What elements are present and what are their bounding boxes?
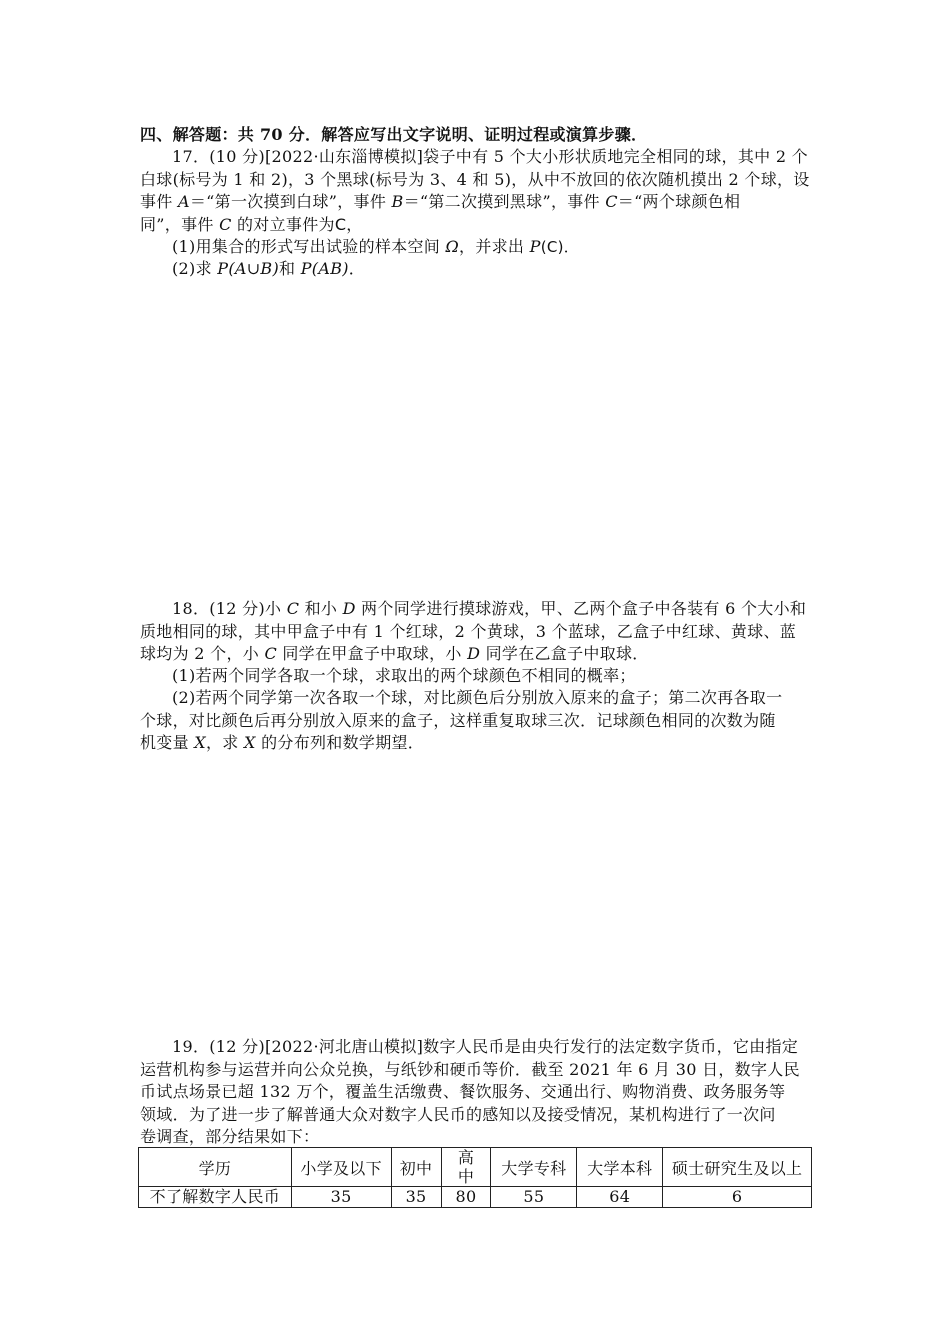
question-17	[140, 146, 812, 236]
table-row	[139, 1187, 812, 1208]
q18-line-1: 18．(12 分)小 C 和小 D 两个同学进行摸球游戏，甲、乙两个盒子中各装有 6 个大小和	[172, 599, 807, 618]
header-cell: 硕士研究生及以上	[663, 1148, 812, 1187]
row-label: 不了解数字人民币	[139, 1187, 292, 1208]
q19-line-5: 卷调查，部分结果如下：	[140, 1127, 320, 1146]
q17-part-1: (1)用集合的形式写出试验的样本空间 Ω，并求出 P(C)．	[172, 237, 580, 256]
q17-part-2: (2)求 P(A∪B)和 P(AB)．	[172, 259, 366, 278]
question-19	[140, 1036, 812, 1149]
q18-line-2: 质地相同的球，其中甲盒子中有 1 个红球，2 个黄球，3 个蓝球，乙盒子中红球、黄球、蓝	[140, 621, 797, 641]
header-cell: 大学本科	[577, 1148, 663, 1187]
table-cell: 80	[441, 1187, 491, 1208]
q17-line-4: 同”，事件 C 的对立事件为C，	[140, 214, 363, 234]
q18-part-1: (1)若两个同学各取一个球，求取出的两个球颜色不相同的概率；	[172, 666, 636, 685]
header-cell-line: 高	[457, 1148, 475, 1167]
q18-line-3: 球均为 2 个，小 C 同学在甲盒子中取球，小 D 同学在乙盒子中取球．	[140, 644, 649, 663]
table-cell: 6	[663, 1187, 812, 1208]
question-18	[140, 598, 812, 666]
survey-table	[138, 1147, 812, 1208]
header-cell: 大学专科	[491, 1148, 577, 1187]
q17-line-3: 事件 A＝“第一次摸到白球”，事件 B＝“第二次摸到黑球”，事件 C＝“两个球颜色相	[140, 192, 741, 211]
table-header-row	[139, 1148, 812, 1187]
header-cell: 初中	[391, 1148, 441, 1187]
header-cell: 学历	[139, 1148, 292, 1187]
header-cell	[441, 1148, 491, 1187]
table-cell: 55	[491, 1187, 577, 1208]
q17-line-1: 17．(10 分)[2022·山东淄博模拟]袋子中有 5 个大小形状质地完全相同的球，其中 2 个	[172, 147, 808, 166]
q18-part-2-line-3: 机变量 X，求 X 的分布列和数学期望．	[140, 733, 425, 752]
table-cell: 35	[291, 1187, 391, 1208]
q19-line-2: 运营机构参与运营并向公众兑换，与纸钞和硬币等价．截至 2021 年 6 月 30 日，数字人民	[140, 1059, 800, 1079]
table-cell: 64	[577, 1187, 663, 1208]
q18-part-2	[140, 687, 812, 755]
header-cell: 小学及以下	[291, 1148, 391, 1187]
q18-part-2-line-2: 个球，对比颜色后再分别放入原来的盒子，这样重复取球三次．记球颜色相同的次数为随	[140, 710, 776, 730]
q17-line-2: 白球(标号为 1 和 2)，3 个黑球(标号为 3、4 和 5)，从中不放回的依次随机摸出 2 个球，设	[140, 169, 810, 189]
q19-line-3: 币试点场景已超 132 万个，覆盖生活缴费、餐饮服务、交通出行、购物消费、政务服务等	[140, 1082, 786, 1101]
q19-line-4: 领域．为了进一步了解普通大众对数字人民币的感知以及接受情况，某机构进行了一次问	[140, 1104, 776, 1124]
table-cell: 35	[391, 1187, 441, 1208]
section-heading: 四、解答题：共 70 分．解答应写出文字说明、证明过程或演算步骤．	[140, 125, 648, 144]
header-cell-line: 中	[457, 1167, 475, 1186]
q19-line-1: 19．(12 分)[2022·河北唐山模拟]数字人民币是由央行发行的法定数字货币，它由指定	[172, 1037, 799, 1056]
q18-part-2-line-1: (2)若两个同学第一次各取一个球，对比颜色后分别放入原来的盒子；第二次再各取一	[172, 688, 783, 707]
